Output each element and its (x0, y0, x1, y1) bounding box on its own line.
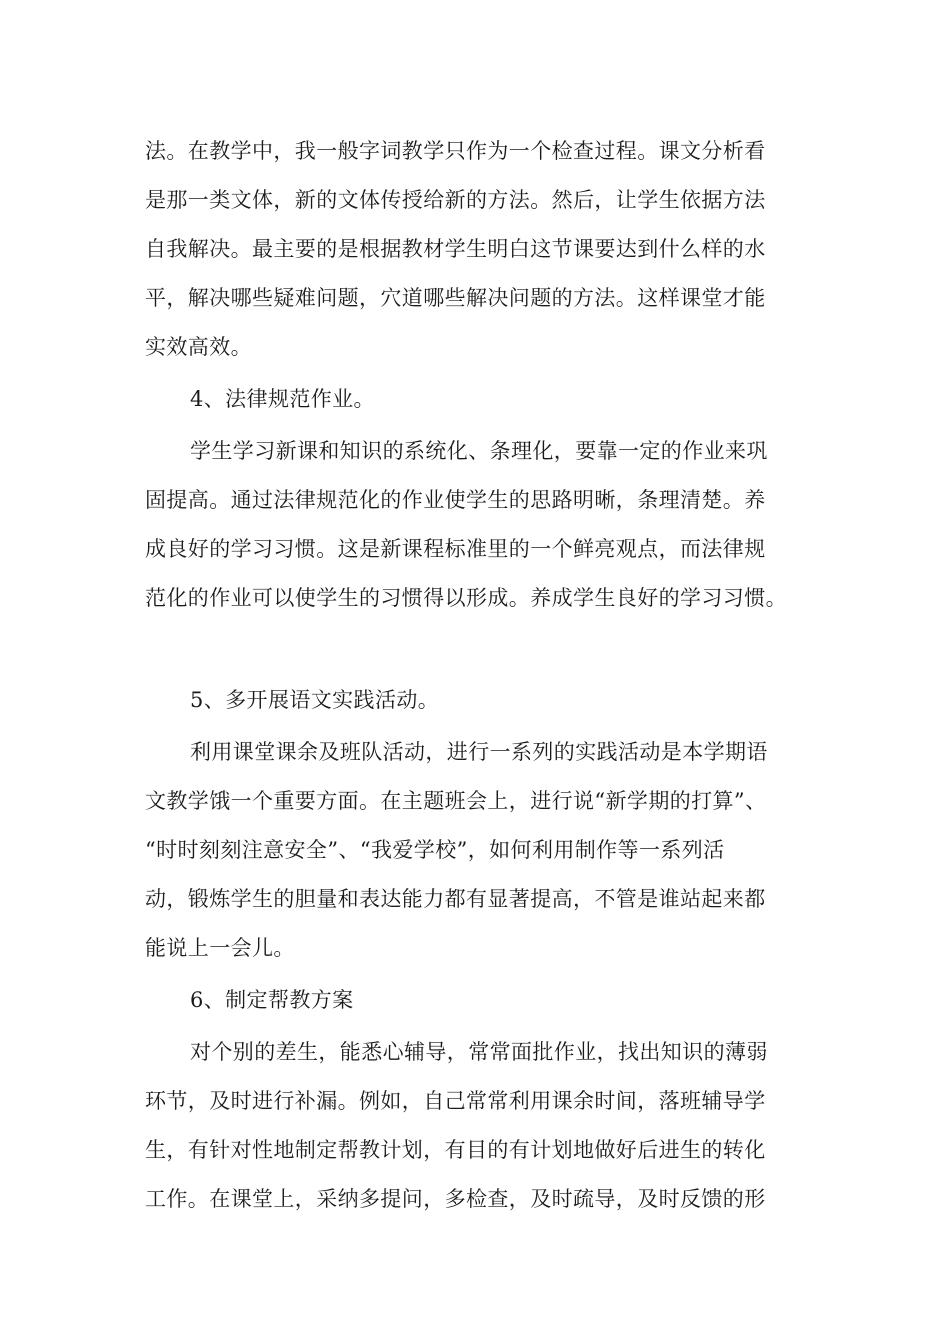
section-heading: 4、法律规范作业。 (190, 387, 375, 411)
paragraph-line: 环节，及时进行补漏。例如，自己常常利用课余时间，落班辅导学 (145, 1089, 766, 1113)
paragraph-line: 实效高效。 (145, 335, 252, 359)
paragraph-line: 法。在教学中，我一般字词教学只作为一个检查过程。课文分析看 (145, 139, 766, 163)
paragraph-line: 自我解决。最主要的是根据教材学生明白这节课要达到什么样的水 (145, 237, 766, 261)
section-heading: 6、制定帮教方案 (190, 988, 354, 1012)
paragraph-line: 成良好的学习习惯。这是新课程标准里的一个鲜亮观点，而法律规 (145, 537, 766, 561)
paragraph-line: 能说上一会儿。 (145, 936, 295, 960)
paragraph-line: 动，锻炼学生的胆量和表达能力都有显著提高，不管是谁站起来都 (145, 887, 766, 911)
paragraph-line: 利用课堂课余及班队活动，进行一系列的实践活动是本学期语 (190, 740, 768, 764)
paragraph-line: 范化的作业可以使学生的习惯得以形成。养成学生良好的学习习惯。 (145, 586, 787, 610)
paragraph-line: 工作。在课堂上，采纳多提问，多检查，及时疏导，及时反馈的形 (145, 1187, 766, 1211)
paragraph-line: 是那一类文体，新的文体传授给新的方法。然后，让学生依据方法 (145, 188, 766, 212)
paragraph-line: 生，有针对性地制定帮教计划，有目的有计划地做好后进生的转化 (145, 1138, 766, 1162)
section-heading: 5、多开展语文实践活动。 (190, 688, 440, 712)
paragraph-line: “时时刻刻注意安全”、“我爱学校”，如何利用制作等一系列活 (145, 838, 725, 862)
paragraph-line: 文教学饿一个重要方面。在主题班会上，进行说“新学期的打算”、 (145, 789, 767, 813)
paragraph-line: 对个别的差生，能悉心辅导，常常面批作业，找出知识的薄弱 (190, 1040, 768, 1064)
paragraph-line: 学生学习新课和知识的系统化、条理化，要靠一定的作业来巩 (190, 439, 768, 463)
paragraph-line: 固提高。通过法律规范化的作业使学生的思路明晰，条理清楚。养 (145, 488, 766, 512)
paragraph-line: 平，解决哪些疑难问题，穴道哪些解决问题的方法。这样课堂才能 (145, 286, 766, 310)
